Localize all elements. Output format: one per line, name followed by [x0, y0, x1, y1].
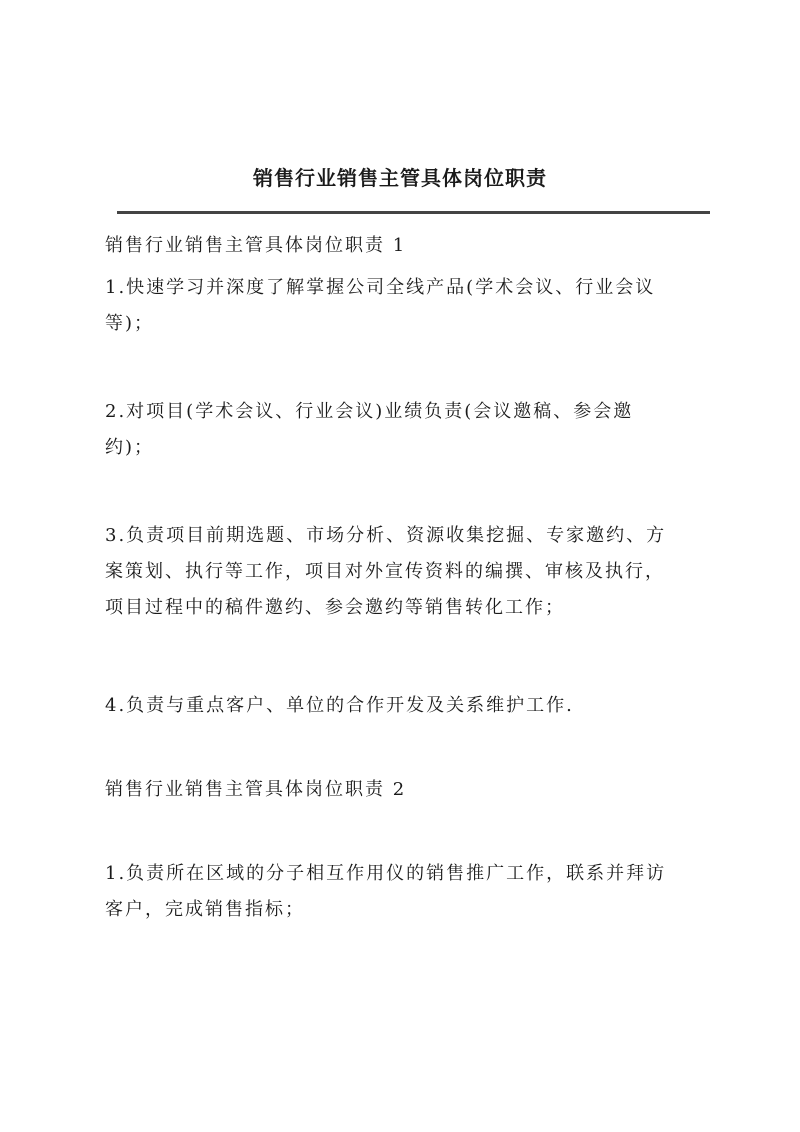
text-line: 1.负责所在区域的分子相互作用仪的销售推广工作，联系并拜访 — [105, 863, 667, 884]
section-heading-2 — [105, 772, 715, 808]
paragraph-4 — [105, 688, 715, 724]
paragraph-5 — [105, 856, 715, 928]
text-line: 4.负责与重点客户、单位的合作开发及关系维护工作. — [105, 695, 574, 716]
title-divider — [117, 211, 710, 214]
text-line: 2.对项目(学术会议、行业会议)业绩负责(会议邀稿、参会邀 — [105, 401, 634, 422]
text-line: 1.快速学习并深度了解掌握公司全线产品(学术会议、行业会议 — [105, 277, 656, 298]
text-line: 案策划、执行等工作，项目对外宣传资料的编撰、审核及执行， — [105, 561, 665, 582]
paragraph-1 — [105, 270, 715, 342]
text-line: 销售行业销售主管具体岗位职责 2 — [105, 779, 407, 800]
text-line: 销售行业销售主管具体岗位职责 1 — [105, 235, 407, 256]
text-line: 客户，完成销售指标； — [105, 899, 305, 920]
text-line: 约)； — [105, 437, 155, 458]
paragraph-3 — [105, 518, 715, 626]
text-line: 等)； — [105, 313, 155, 334]
text-line: 3.负责项目前期选题、市场分析、资源收集挖掘、专家邀约、方 — [105, 525, 667, 546]
document-title: 销售行业销售主管具体岗位职责 — [253, 166, 547, 190]
section-heading-1 — [105, 228, 715, 264]
paragraph-2 — [105, 394, 715, 466]
text-line: 项目过程中的稿件邀约、参会邀约等销售转化工作； — [105, 597, 565, 618]
